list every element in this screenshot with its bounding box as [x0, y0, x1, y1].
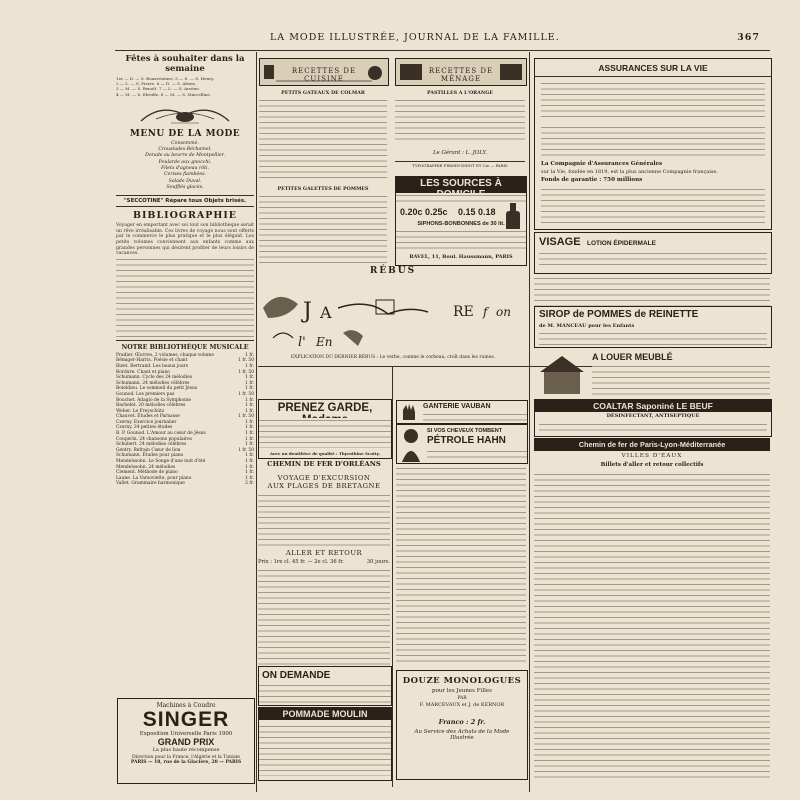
singer-expo: Exposition Universelle Paris 1900: [139, 731, 233, 737]
sources-sub: SIPHONS-BONBONNES de 30 lit.: [417, 221, 505, 227]
menu-item: Dorade au beurre de Montpellier.: [145, 153, 225, 159]
coaltar-sub: DÉSINFECTANT, ANTISEPTIQUE: [606, 413, 700, 419]
text-lines: [259, 683, 391, 703]
page-header: [60, 30, 760, 48]
singer-recomp: La plus haute récompense: [152, 747, 220, 753]
on-demande-ad: [258, 666, 392, 706]
recette-pastilles: [395, 90, 525, 145]
on-demande-title: ON DEMANDE: [262, 670, 331, 681]
visage-sub: LOTION ÉPIDERMALE: [587, 240, 656, 247]
coaltar-title: COALTAR Saponiné LE BEUF: [535, 400, 771, 412]
plm-title: Chemin de fer de Paris-Lyon-Méditerranée: [534, 438, 770, 451]
list-item: B. P. Gounod. L'Amour au cœur de Jésus 1 fr.: [116, 431, 254, 437]
svg-text:on: on: [496, 305, 511, 319]
orleans-duree: 30 jours.: [366, 559, 390, 565]
running-title: LA MODE ILLUSTRÉE, JOURNAL DE LA FAMILLE.: [270, 32, 560, 43]
musique-title: NOTRE BIBLIOTHÈQUE MUSICALE: [121, 343, 249, 351]
rebus-illustration-icon: [258, 278, 528, 353]
text-lines: [539, 422, 767, 434]
douze-prix: Franco : 2 fr.: [438, 718, 486, 726]
list-item: Clement. Méthode de piano 1 fr.: [116, 470, 254, 476]
visage-title: VISAGE: [539, 236, 581, 248]
text-lines: [541, 187, 765, 225]
menu-list: [116, 141, 254, 191]
text-lines: [259, 194, 387, 264]
menu-title: MENU DE LA MODE: [129, 128, 241, 139]
woman-portrait-icon: [399, 426, 423, 462]
sources-title: LES SOURCES À: [396, 177, 526, 201]
text-lines: [541, 125, 765, 157]
column-rule: [529, 52, 530, 792]
orleans-sub2: AUX PLAGES DE BRETAGNE: [267, 482, 381, 490]
assurances-detail: sur la Vie, fondée en 1819, est la plus ancienne Compagnie française.: [541, 169, 718, 175]
recette-gateaux: [259, 90, 387, 185]
sirop-title: SIROP de POMMES de REINETTE: [539, 309, 699, 320]
text-lines: [395, 98, 525, 140]
list-item: Bouchet. Adagio de la Symphonie 1 fr.: [116, 397, 254, 403]
bibliographie-text: Voyager en emportant avec soi tout son bibliothèque serait un rêve irréalisable. Ces livres de voyage nous sont offerts par le commerce le plus pratique et le plus élégant. Les petits volumes conviennent aux enfants comme aux grandes personnes qui désirent profiter de leurs loisirs de vacances.: [116, 223, 254, 257]
plm-billets: Billets d'aller et retour collectifs: [600, 462, 704, 468]
fetes-line: 4 — M. — S. Ebrulfe. 8 — M. — S. Marcelline.: [116, 91, 212, 97]
sirop-sub: de M. MANCEAU pour les Enfants: [539, 323, 635, 329]
list-item: Gounod. Les premiers pas 1 fr. 50: [116, 391, 254, 397]
list-item: Laune. La Varsoviette, pour piano 1 fr.: [116, 475, 254, 481]
recettes-menage-banner: [395, 58, 527, 86]
recette-galettes: [259, 186, 387, 266]
sources-price-a: 0.20c 0.25c: [400, 207, 448, 217]
text-lines: [258, 493, 390, 549]
fetes-list: [116, 76, 254, 97]
text-lines: [592, 364, 770, 396]
ganterie-title: GANTERIE VAUBAN: [423, 403, 491, 410]
prenez-garde-foot: Avec un dentifrice de qualité : Thyrothine Scotty.: [270, 451, 380, 456]
left-column: [116, 52, 254, 792]
column-rule: [392, 367, 393, 787]
glove-icon: [399, 402, 419, 422]
coaltar-ad: [534, 399, 772, 437]
orleans-prix: Prix : 1re cl. 45 fr. — 2e cl. 36 fr.: [258, 559, 344, 565]
list-item: Chauvet. Études et Parnasse 1 fr. 50: [116, 414, 254, 420]
singer-brand: SINGER: [142, 708, 230, 731]
list-item: Bachelet. 20 mélodies célèbres 1 fr.: [116, 403, 254, 409]
list-item: Bordure. Chant et piano 1 fr. 50: [116, 369, 254, 375]
decorative-vignette-icon: [116, 101, 254, 127]
list-item: Schumann. 24 mélodies célèbres 1 fr.: [116, 380, 254, 386]
list-item: Schubert. 24 mélodies célèbres 1 fr.: [116, 442, 254, 448]
bibliographie-title: BIBLIOGRAPHIE: [132, 210, 238, 222]
gateaux-title: PETITS GATEAUX DE COLMAR: [281, 90, 365, 96]
plm-article: [534, 472, 770, 782]
text-lines: [259, 98, 387, 178]
menu-item: Poularde aux gnocchi.: [158, 159, 212, 165]
menu-item: Salade Duval.: [168, 178, 202, 184]
pommade-moulin-ad: [258, 707, 392, 781]
louer-title: A LOUER MEUBLÉ: [592, 352, 673, 362]
sources-ad: [395, 176, 527, 266]
assurances-fonds: Fonds de garantie : 750 millions: [541, 177, 643, 183]
menu-item: Soufflés glacés.: [166, 184, 204, 190]
prenez-garde-ad: [258, 399, 392, 459]
list-item: Boieldieu. Le sommeil du petit Jésus 1 fr.: [116, 386, 254, 392]
imprimerie-line: TYPOGRAPHIE FIRMIN-DIDOT ET Cie — PARIS: [412, 163, 508, 168]
text-lines: [259, 724, 391, 776]
galettes-title: PETITES GALETTES DE POMMES: [277, 186, 369, 192]
svg-text:RE: RE: [453, 304, 474, 320]
fetes-line: 3 — M. — S. Benoît. 7 — L. — S. Arsène.: [116, 86, 200, 92]
pastilles-title: PASTILLES A L'ORANGE: [426, 90, 494, 96]
text-lines: [534, 276, 770, 306]
column-rule: [256, 52, 257, 792]
sirop-ad: [534, 306, 772, 348]
assurances-company: La Compagnie d'Assurances Générales: [541, 161, 663, 167]
seccotine-ad: "SECCOTINE" Répare tous Objets brisés.: [116, 195, 254, 207]
text-lines: [534, 472, 770, 782]
bibliographie-body: [116, 257, 254, 337]
louer-ad: [534, 350, 770, 396]
list-item: Weber. Le Freyschütz 1 fr.: [116, 408, 254, 414]
gerant-signature: Le Gérant : L. JOLY.: [432, 150, 488, 156]
text-lines: [539, 331, 767, 345]
list-item: Mendelssohn. 24 mélodies 1 fr.: [116, 464, 254, 470]
text-lines: [427, 449, 527, 461]
singer-addr: PARIS — 18, rue de la Glacière, 20 — PARIS: [130, 760, 242, 765]
recettes-menage-title: RECETTES DE MÉNAGE: [428, 67, 494, 83]
plm-villes: VILLES D'EAUX: [621, 453, 683, 459]
orleans-article: [258, 460, 390, 665]
avis-text: [534, 276, 770, 306]
singer-small: Machines à Coudre: [156, 702, 216, 709]
sources-price-b: 0.15 0.18: [458, 207, 496, 217]
menu-item: Consommé.: [171, 140, 199, 146]
douze-by: PAR: [457, 696, 467, 701]
header-rule: [115, 50, 770, 51]
text-lines: [541, 81, 765, 121]
singer-ad: [117, 698, 255, 784]
text-lines: [396, 229, 526, 251]
text-lines: [259, 418, 391, 448]
petrole-hahn-ad: [396, 424, 528, 464]
orleans-article-continued: [396, 466, 526, 666]
list-item: Schumann. Cycle des 24 mélodies 1 fr.: [116, 375, 254, 381]
orleans-aller: ALLER ET RETOUR: [285, 549, 363, 557]
musique-list: [116, 353, 254, 487]
recettes-cuisine-title: RECETTES DE CUISINE: [291, 67, 357, 83]
fetes-line: 2 — L. — S. Pierre. 6 — D. — S. Alexis.: [116, 81, 197, 87]
house-icon: [536, 352, 588, 396]
menu-item: Filets d'agneau rôti.: [161, 166, 209, 171]
list-item: Schumann. Études pour piano 1 fr.: [116, 453, 254, 459]
text-lines: [539, 251, 767, 269]
text-lines: [396, 466, 526, 666]
page-number: 367: [737, 32, 760, 43]
assurances-ad: [534, 58, 772, 230]
text-lines: [116, 257, 254, 337]
svg-text:En: En: [316, 335, 333, 349]
list-item: Vallet. Grammaire harmonique 2 fr.: [116, 481, 254, 487]
list-item: Couperin. 24 chansons populaires 1 fr.: [116, 436, 254, 442]
list-item: Mendelssohn. Le Songe d'une nuit d'été 1 fr.: [116, 459, 254, 465]
fetes-title: Fêtes à souhaiter dans la semaine: [125, 54, 245, 74]
list-item: Bizet. Bertrand. Les beaux jours 1 fr.: [116, 363, 254, 369]
pommade-title: POMMADE MOULIN: [259, 708, 391, 720]
prenez-garde-title: PRENEZ GARDE,: [277, 402, 373, 414]
menu-item: Cerises flambées.: [164, 172, 206, 178]
list-item: Czerny. Exercice journalier 1 fr.: [116, 419, 254, 425]
orleans-sub1: VOYAGE D'EXCURSION: [277, 474, 371, 482]
rebus-title: RÉBUS: [369, 266, 417, 276]
singer-dir: Direction pour la France, l'Algérie et la Tunisie: [132, 755, 240, 760]
cheveux-line1: SI VOS CHEVEUX TOMBENT: [427, 428, 503, 434]
svg-text:J: J: [303, 299, 312, 324]
visage-ad: [534, 232, 772, 274]
list-item: Pradier. Œuvres, 2 volumes, chaque volume 1 fr.: [116, 352, 254, 358]
svg-text:A: A: [320, 303, 332, 322]
text-lines: [258, 568, 390, 665]
list-item: Bémiger-Harris. Poésie et chant 1 fr. 50: [116, 358, 254, 364]
menu-item: Croustades Béchamel.: [158, 147, 212, 153]
fetes-line: 1er — D. — S. Bonaventure. 5 — S. — S. Henry.: [116, 76, 215, 81]
list-item: Gentry. Refrain Cœur de lion 1 fr. 50: [116, 447, 254, 453]
douze-service: Au Service des Achats de la Mode Illustrée: [414, 729, 510, 741]
svg-text:f: f: [483, 305, 488, 319]
douze-title: DOUZE MONOLOGUES: [402, 676, 522, 686]
singer-prix: GRAND PRIX: [157, 737, 215, 747]
douze-authors: F. MARCEVAUX et J. de KERNOR: [419, 702, 505, 708]
douze-monologues-ad: [396, 670, 528, 780]
douze-sub: pour les Jeunes Filles: [432, 688, 492, 694]
sources-addr: RAVEL, 11, Boul. Haussmann, PARIS: [409, 254, 513, 260]
orleans-title: CHEMIN DE FER D'ORLÉANS: [267, 460, 381, 468]
cheveux-line2: PÉTROLE HAHN: [427, 435, 506, 446]
svg-text:l': l': [298, 335, 306, 350]
text-lines: [423, 412, 527, 421]
list-item: Czerny. 24 petites études 1 fr.: [116, 425, 254, 431]
rebus-explication: EXPLICATION DU DERNIER RÉBUS : Le verbe, comme le corbeau, croît dans les ruines.: [290, 355, 496, 360]
ganterie-vauban-ad: [396, 400, 528, 424]
recettes-cuisine-banner: [259, 58, 389, 86]
assurances-title: ASSURANCES SUR LA VIE: [535, 63, 771, 77]
